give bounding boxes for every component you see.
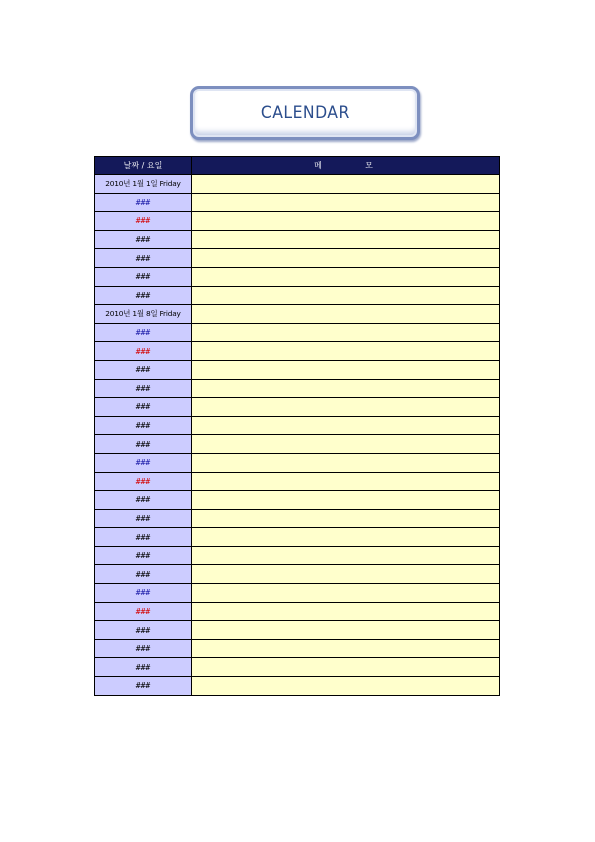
memo-cell[interactable] [192,212,500,231]
memo-cell[interactable] [192,193,500,212]
memo-column-header-label: 메 모 [314,161,377,170]
table-row [95,249,500,268]
date-cell[interactable]: ### [95,212,192,231]
date-cell[interactable]: ### [95,584,192,603]
memo-cell[interactable] [192,677,500,696]
table-row [95,398,500,417]
memo-cell[interactable] [192,528,500,547]
memo-cell[interactable] [192,621,500,640]
date-cell[interactable]: ### [95,230,192,249]
table-row [95,584,500,603]
date-cell[interactable]: ### [95,491,192,510]
table-row [95,435,500,454]
date-cell[interactable]: ### [95,416,192,435]
memo-cell[interactable] [192,342,500,361]
date-cell[interactable]: ### [95,509,192,528]
date-cell[interactable]: ### [95,360,192,379]
table-row [95,453,500,472]
date-cell[interactable]: 2010년 1월 1일 Friday [95,175,192,194]
memo-cell[interactable] [192,416,500,435]
table-row [95,677,500,696]
table-row [95,416,500,435]
table-row [95,212,500,231]
date-column-header: 날짜 / 요일 [95,157,192,175]
date-cell[interactable]: ### [95,435,192,454]
date-cell[interactable]: ### [95,453,192,472]
table-row [95,565,500,584]
page-title: CALENDAR [260,103,350,123]
table-row [95,621,500,640]
calendar-table [94,156,500,696]
memo-cell[interactable] [192,323,500,342]
table-row [95,360,500,379]
memo-cell[interactable] [192,565,500,584]
date-cell[interactable]: ### [95,342,192,361]
memo-cell[interactable] [192,286,500,305]
date-cell[interactable]: ### [95,323,192,342]
table-row [95,286,500,305]
date-cell[interactable]: ### [95,546,192,565]
date-cell[interactable]: ### [95,677,192,696]
memo-cell[interactable] [192,379,500,398]
table-row [95,639,500,658]
memo-cell[interactable] [192,472,500,491]
date-cell[interactable]: ### [95,379,192,398]
table-row [95,546,500,565]
date-cell[interactable]: ### [95,621,192,640]
memo-cell[interactable] [192,360,500,379]
date-cell[interactable]: ### [95,286,192,305]
calendar-title-box [190,86,420,140]
date-cell[interactable]: ### [95,639,192,658]
memo-cell[interactable] [192,509,500,528]
table-row [95,528,500,547]
date-cell[interactable]: ### [95,602,192,621]
table-row [95,602,500,621]
date-cell[interactable]: ### [95,267,192,286]
date-cell[interactable]: ### [95,398,192,417]
table-row [95,472,500,491]
memo-cell[interactable] [192,546,500,565]
date-cell[interactable]: ### [95,565,192,584]
memo-cell[interactable] [192,230,500,249]
memo-cell[interactable] [192,639,500,658]
memo-cell[interactable] [192,305,500,324]
date-cell[interactable]: ### [95,193,192,212]
table-row [95,267,500,286]
memo-cell[interactable] [192,435,500,454]
date-cell[interactable]: ### [95,528,192,547]
table-row [95,175,500,194]
date-cell[interactable]: ### [95,472,192,491]
memo-cell[interactable] [192,453,500,472]
date-cell[interactable]: ### [95,249,192,268]
table-row [95,379,500,398]
table-row [95,230,500,249]
table-row [95,305,500,324]
date-cell[interactable]: ### [95,658,192,677]
memo-cell[interactable] [192,602,500,621]
calendar-rows [95,175,500,696]
table-row [95,658,500,677]
table-row [95,509,500,528]
table-header-row [95,157,500,175]
memo-cell[interactable] [192,175,500,194]
memo-cell[interactable] [192,584,500,603]
memo-column-header [192,157,500,175]
memo-cell[interactable] [192,267,500,286]
memo-cell[interactable] [192,491,500,510]
table-row [95,323,500,342]
memo-cell[interactable] [192,249,500,268]
table-row [95,342,500,361]
memo-cell[interactable] [192,398,500,417]
table-row [95,491,500,510]
date-cell[interactable]: 2010년 1월 8일 Friday [95,305,192,324]
table-row [95,193,500,212]
memo-cell[interactable] [192,658,500,677]
